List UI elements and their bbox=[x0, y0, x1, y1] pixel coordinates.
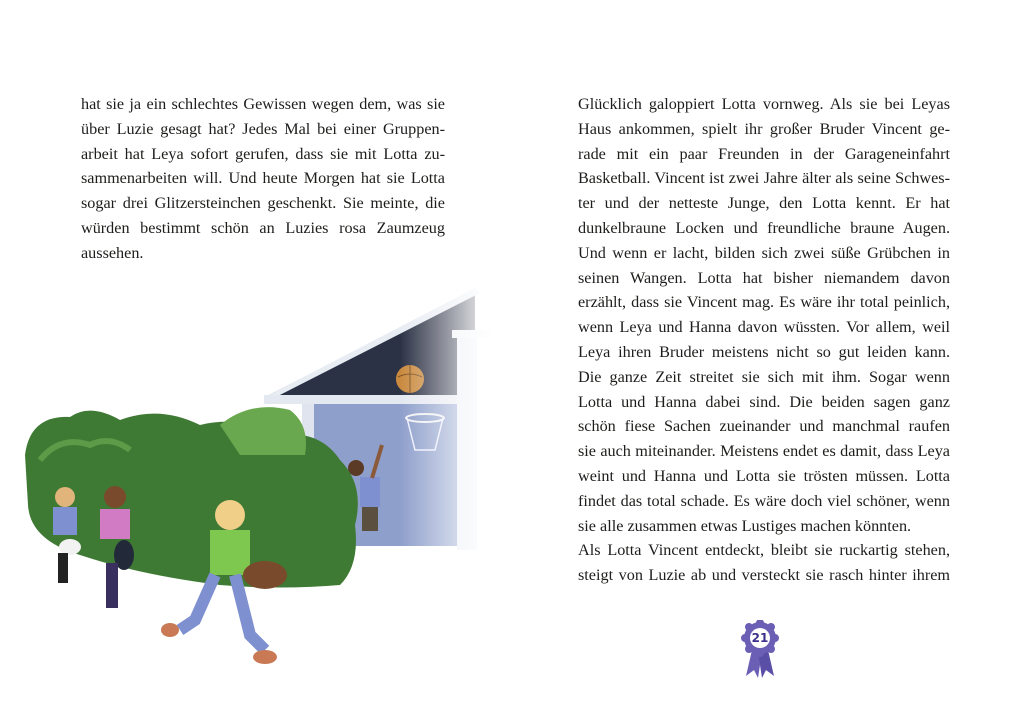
text-line: aussehen. bbox=[81, 243, 144, 262]
text-line: arbeit hat Leya sofort gerufen, dass sie mit Lotta zu- bbox=[81, 144, 445, 163]
text-line: findet das total schade. Es wäre doch viel schöner, wenn bbox=[578, 491, 950, 510]
text-line: weint und Hanna und Lotta sie trösten müssen. Lotta bbox=[578, 466, 950, 485]
left-page-text bbox=[81, 92, 445, 266]
text-line: Basketball. Vincent ist zwei Jahre älter als seine Schwes- bbox=[578, 169, 950, 188]
text-line: würden bestimmt schön an Luzies rosa Zaumzeug bbox=[81, 218, 445, 237]
right-page bbox=[510, 0, 1020, 721]
text-line: sie auch miteinander. Meistens endet es damit, dass Leya bbox=[578, 442, 950, 461]
text-line: sammenarbeiten will. Und heute Morgen hat sie Lotta bbox=[81, 169, 445, 188]
text-line: Die ganze Zeit streitet sie sich mit ihm. Sogar wenn bbox=[578, 367, 950, 386]
text-line: sie alle zusammen etwas Lustiges machen könnten. bbox=[578, 516, 912, 535]
text-line: dunkelbraune Locken und freundliche braune Augen. bbox=[578, 218, 950, 237]
story-illustration bbox=[20, 285, 495, 680]
text-line: schön fiese Sachen zueinander und manchmal raufen bbox=[578, 417, 950, 436]
text-line: erzählt, dass sie Vincent mag. Es wäre ihr total peinlich, bbox=[578, 293, 950, 312]
text-line: steigt von Luzie ab und versteckt sie rasch hinter ihrem bbox=[578, 566, 950, 585]
page-number-badge bbox=[738, 620, 782, 680]
text-line: Haus ankommen, spielt ihr großer Bruder Vincent ge- bbox=[578, 119, 950, 138]
right-page-text bbox=[578, 92, 950, 588]
text-line: Lotta und Hanna dabei sind. Die beiden sagen ganz bbox=[578, 392, 950, 411]
page-number: 21 bbox=[751, 631, 769, 645]
text-line: sogar drei Glitzersteinchen geschenkt. Sie meinte, die bbox=[81, 194, 445, 213]
text-line: über Luzie gesagt hat? Jedes Mal bei einer Gruppen- bbox=[81, 119, 445, 138]
text-line: Als Lotta Vincent entdeckt, bleibt sie ruckartig stehen, bbox=[578, 541, 950, 560]
text-line: Und wenn er lacht, bilden sich zwei süße Grübchen in bbox=[578, 243, 950, 262]
rosette-ribbon-icon bbox=[738, 620, 782, 680]
text-line: Glücklich galoppiert Lotta vornweg. Als sie bei Leyas bbox=[578, 95, 950, 113]
text-line: rade mit ein paar Freunden in der Garageneinfahrt bbox=[578, 144, 950, 163]
text-line: ter und der netteste Junge, den Lotta kennt. Er hat bbox=[578, 194, 950, 213]
text-line: Leya ihren Bruder meistens nicht so gut leiden kann. bbox=[578, 342, 950, 361]
text-line: seinen Wangen. Lotta hat bisher niemandem davon bbox=[578, 268, 950, 287]
text-line: hat sie ja ein schlechtes Gewissen wegen dem, was sie bbox=[81, 95, 445, 113]
text-line: wenn Leya und Hanna davon wüssten. Vor allem, weil bbox=[578, 318, 950, 337]
